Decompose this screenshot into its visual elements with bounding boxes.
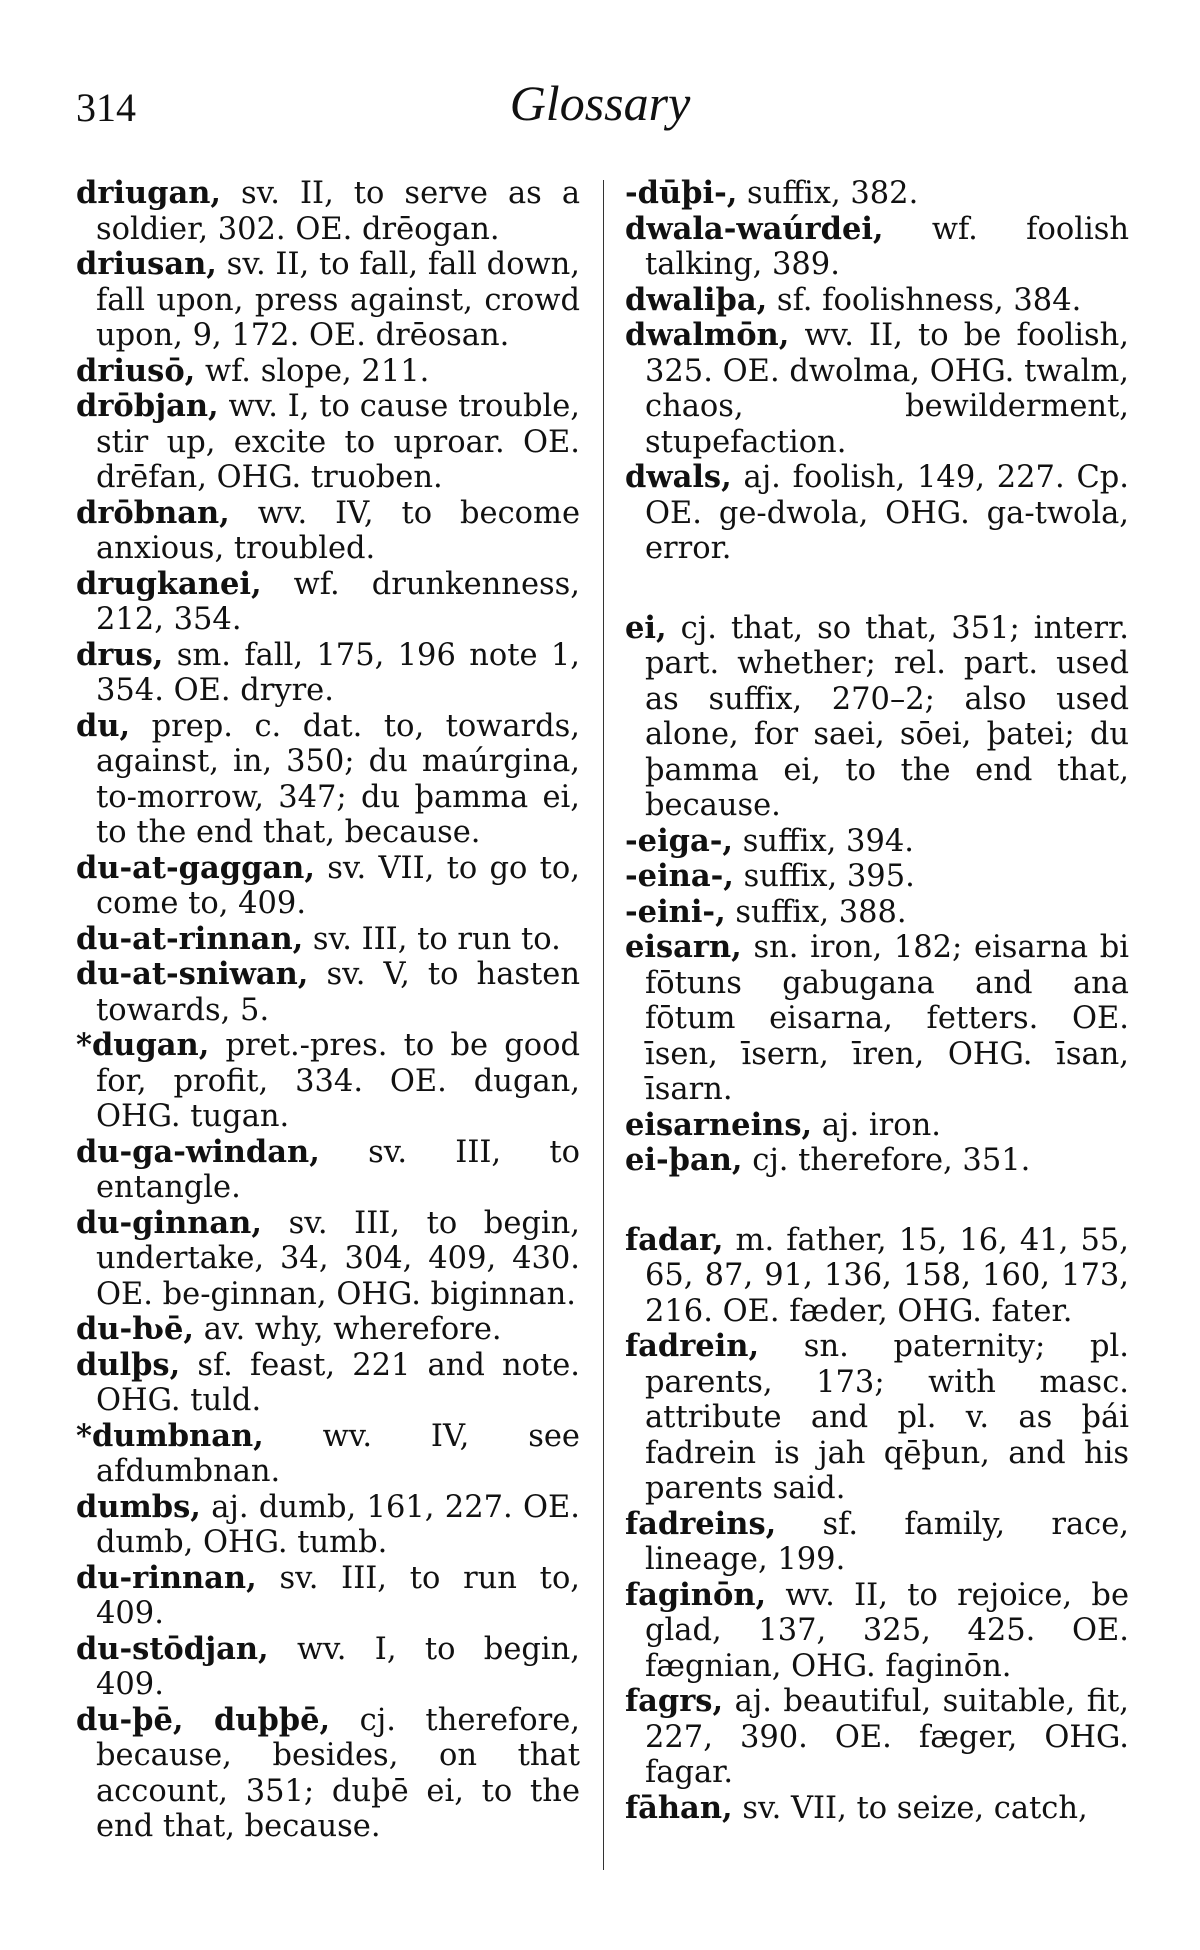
running-title: Glossary	[509, 75, 691, 131]
glossary-entry	[76, 1632, 580, 1703]
entry-definition: aj. dumb, 161, 227. OE. dumb, OHG. tumb.	[96, 1489, 580, 1560]
entry-headword: fadrein,	[625, 1328, 760, 1364]
glossary-entry	[625, 1329, 1129, 1507]
glossary-entry	[76, 1135, 580, 1206]
glossary-entry	[76, 1028, 580, 1135]
entry-definition: wv. IV, to become anxious, troubled.	[96, 495, 580, 566]
entry-headword: *dugan,	[76, 1027, 210, 1063]
entry-definition: sf. foolishness, 384.	[767, 282, 1082, 318]
column-divider	[603, 180, 604, 1870]
glossary-entry	[76, 176, 580, 247]
glossary-entry	[76, 1312, 580, 1348]
entry-headword: dumbs,	[76, 1488, 201, 1525]
entry-definition: cj. therefore, 351.	[742, 1143, 1031, 1178]
glossary-entry	[76, 247, 580, 354]
entry-headword: du-at-sniwan,	[76, 956, 309, 992]
glossary-entry	[625, 283, 1129, 319]
entry-headword: faginōn,	[625, 1576, 767, 1613]
entry-definition: wf. drunkenness, 212, 354.	[96, 566, 580, 637]
entry-definition: suffix, 395.	[733, 859, 915, 894]
glossary-entry	[76, 1348, 580, 1419]
glossary-entry	[625, 859, 1129, 895]
entry-definition: sn. paternity; pl. parents, 173; with masc. attribute and pl. v. as þái fadrein is jah qēþun, and his parents said.	[645, 1329, 1129, 1506]
glossary-entry	[625, 1507, 1129, 1578]
entry-definition: wf. foolish talking, 389.	[645, 211, 1129, 282]
entry-headword: du-þē, duþþē,	[76, 1701, 331, 1738]
entry-headword: drōbjan,	[76, 388, 219, 424]
glossary-entry	[76, 638, 580, 709]
entry-definition: sm. fall, 175, 196 note 1, 354. OE. dryre.	[96, 637, 580, 708]
entry-definition: sv. III, to run to.	[303, 921, 561, 957]
glossary-entry	[76, 1419, 580, 1490]
entry-definition: wv. I, to begin, 409.	[96, 1631, 580, 1702]
entry-headword: du-rinnan,	[76, 1559, 257, 1596]
entry-headword: eisarneins,	[625, 1106, 813, 1143]
entry-headword: fāhan,	[625, 1789, 733, 1826]
entry-headword: dwalmōn,	[625, 317, 790, 353]
glossary-entry	[625, 1108, 1129, 1144]
glossary-entry	[625, 930, 1129, 1108]
glossary-column-left	[76, 176, 580, 1845]
entry-definition: aj. iron.	[812, 1107, 941, 1143]
page-number: 314	[76, 85, 136, 130]
entry-headword: drus,	[76, 636, 164, 673]
entry-headword: eisarn,	[625, 929, 742, 965]
glossary-entry	[76, 1206, 580, 1313]
entry-definition: wv. IV, see afdumbnan.	[96, 1418, 580, 1489]
entry-definition: sv. V, to hasten towards, 5.	[96, 957, 580, 1028]
entry-headword: du-ƕē,	[76, 1311, 194, 1347]
entry-definition: wf. slope, 211.	[195, 353, 430, 389]
entry-definition: cj. therefore, because, besides, on that account, 351; duþē ei, to the end that, because.	[96, 1702, 580, 1844]
entry-definition: suffix, 394.	[733, 823, 914, 859]
glossary-entry	[625, 318, 1129, 460]
glossary-entry	[76, 922, 580, 958]
glossary-entry	[76, 1490, 580, 1561]
entry-definition: suffix, 388.	[725, 894, 907, 930]
glossary-entry	[76, 496, 580, 567]
entry-headword: du,	[76, 707, 131, 744]
entry-headword: ei-þan,	[625, 1142, 743, 1178]
glossary-entry	[76, 567, 580, 638]
entry-definition: cj. that, so that, 351; interr. part. whether; rel. part. used as suffix, 270–2; also used alone, for saei, sōei, þatei; du þamma ei, to the end that, because.	[645, 610, 1129, 823]
glossary-entry	[625, 1223, 1129, 1330]
entry-definition: sv. VII, to seize, catch,	[732, 1790, 1088, 1826]
entry-headword: dwals,	[625, 459, 732, 495]
entry-definition: m. father, 15, 16, 41, 55, 65, 87, 91, 136, 158, 160, 173, 216. OE. fæder, OHG. fater.	[645, 1222, 1129, 1329]
glossary-entry	[625, 611, 1129, 824]
entry-headword: ei,	[625, 609, 667, 646]
entry-definition: sv. III, to entangle.	[96, 1134, 580, 1205]
entry-definition: wv. I, to cause trouble, stir up, excite to uproar. OE. drēfan, OHG. truoben.	[96, 389, 580, 495]
glossary-entry	[625, 1791, 1129, 1827]
entry-headword: du-stōdjan,	[76, 1630, 269, 1667]
glossary-entry	[625, 1684, 1129, 1791]
glossary-entry	[76, 354, 580, 390]
entry-definition: wv. II, to be foolish, 325. OE. dwolma, OHG. twalm, chaos, bewilderment, stupefaction.	[645, 318, 1129, 460]
entry-headword: driusō,	[76, 352, 196, 389]
entry-definition: sv. II, to serve as a soldier, 302. OE. drēogan.	[96, 176, 580, 247]
glossary-entry	[76, 709, 580, 851]
entry-headword: fadreins,	[625, 1505, 777, 1542]
entry-headword: fagrs,	[625, 1683, 724, 1719]
entry-headword: du-ginnan,	[76, 1204, 262, 1241]
glossary-entry	[76, 1703, 580, 1845]
entry-headword: -dūþi-,	[625, 175, 738, 211]
entry-headword: -eina-,	[625, 858, 734, 894]
entry-headword: du-at-rinnan,	[76, 920, 304, 957]
entry-headword: du-at-gaggan,	[76, 849, 315, 886]
entry-headword: -eini-,	[625, 893, 726, 930]
entry-headword: dulþs,	[76, 1346, 181, 1383]
entry-definition: sv. VII, to go to, come to, 409.	[96, 850, 580, 921]
entry-headword: fadar,	[625, 1221, 724, 1258]
entry-headword: driusan,	[76, 246, 217, 282]
glossary-entry	[625, 895, 1129, 931]
glossary-entry	[625, 824, 1129, 860]
entry-headword: -eiga-,	[625, 822, 734, 859]
glossary-entry	[625, 176, 1129, 212]
entry-definition: sv. II, to fall, fall down, fall upon, press against, crowd upon, 9, 172. OE. drēosan.	[96, 247, 580, 353]
glossary-entry	[76, 851, 580, 922]
glossary-entry	[76, 389, 580, 496]
entry-definition: pret.-pres. to be good for, profit, 334. OE. dugan, OHG. tugan.	[96, 1028, 580, 1134]
glossary-entry	[76, 1561, 580, 1632]
entry-definition: sn. iron, 182; eisarna bi fōtuns gabugana and ana fōtum eisarna, fetters. OE. īsen, īsern, īren, OHG. īsan, īsarn.	[645, 930, 1129, 1107]
entry-headword: dwala-waúrdei,	[625, 210, 884, 247]
entry-definition: sv. III, to begin, undertake, 34, 304, 409, 430. OE. be-ginnan, OHG. biginnan.	[96, 1205, 580, 1312]
glossary-entry	[76, 957, 580, 1028]
entry-headword: driugan,	[76, 175, 222, 211]
glossary-column-right	[625, 176, 1129, 1826]
entry-headword: *dumbnan,	[76, 1417, 264, 1454]
entry-definition: suffix, 382.	[737, 176, 919, 211]
entry-definition: aj. foolish, 149, 227. Cp. OE. ge-dwola, OHG. ga-twola, error.	[645, 460, 1129, 566]
entry-definition: sf. family, race, lineage, 199.	[645, 1506, 1129, 1577]
entry-definition: av. why, wherefore.	[194, 1312, 502, 1347]
glossary-entry	[625, 1143, 1129, 1179]
entry-headword: drōbnan,	[76, 494, 230, 531]
entry-definition: aj. beautiful, suitable, fit, 227, 390. OE. fæger, OHG. fagar.	[645, 1684, 1129, 1790]
entry-definition: sv. III, to run to, 409.	[96, 1560, 580, 1631]
entry-headword: du-ga-windan,	[76, 1133, 320, 1170]
entry-definition: prep. c. dat. to, towards, against, in, 350; du maúrgina, to-morrow, 347; du þamma ei, to the end that, because.	[96, 708, 580, 850]
glossary-entry	[625, 212, 1129, 283]
entry-headword: dwaliþa,	[625, 281, 768, 318]
entry-definition: sf. feast, 221 and note. OHG. tuld.	[96, 1347, 580, 1418]
entry-definition: wv. II, to rejoice, be glad, 137, 325, 425. OE. fægnian, OHG. faginōn.	[645, 1577, 1129, 1684]
glossary-entry	[625, 1578, 1129, 1685]
glossary-entry	[625, 460, 1129, 567]
entry-headword: drugkanei,	[76, 565, 262, 602]
